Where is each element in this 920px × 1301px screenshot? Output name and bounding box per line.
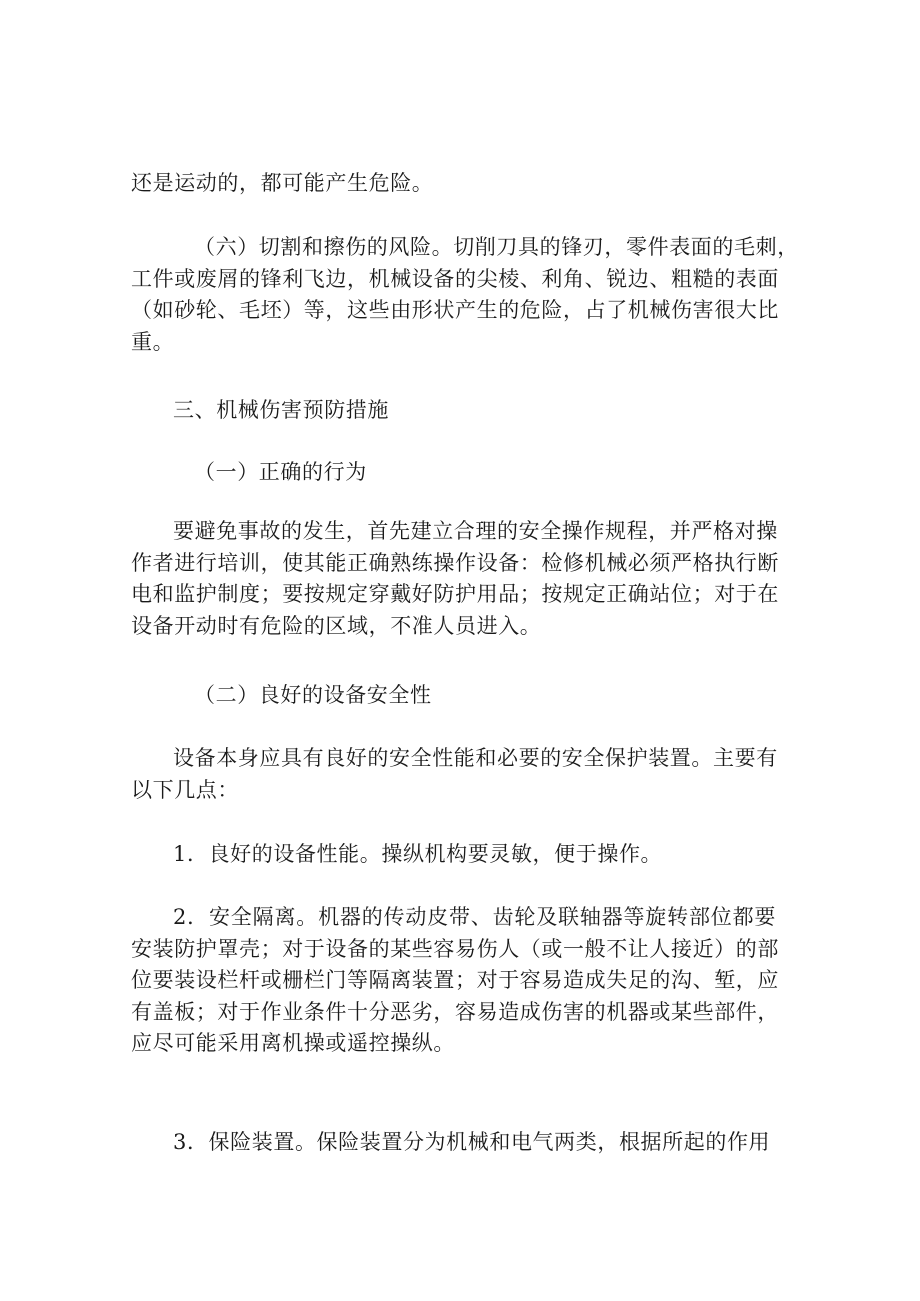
text-line: 工件或废屑的锋利飞边，机械设备的尖棱、利角、锐边、粗糙的表面 [131, 266, 779, 291]
text-line: 有盖板；对于作业条件十分恶劣，容易造成伤害的机器或某些部件， [131, 999, 779, 1024]
text-line: 应尽可能采用离机操或遥控操纵。 [131, 1031, 455, 1055]
text-line: 作者进行培训，使其能正确熟练操作设备：检修机械必须严格执行断 [131, 550, 779, 575]
text-line: 2．安全隔离。机器的传动皮带、齿轮及联轴器等旋转部位都要 [173, 905, 776, 929]
text-line: 以下几点： [131, 777, 239, 802]
text-line: 重。 [131, 329, 175, 354]
heading-text: 三、机械伤害预防措施 [173, 398, 389, 422]
sub-heading-equipment-safety [131, 680, 776, 712]
text-line: 要避免事故的发生，首先建立合理的安全操作规程，并严格对操 [173, 519, 778, 543]
text-line: 位要装设栏杆或栅栏门等隔离装置；对于容易造成失足的沟、堑，应 [131, 968, 779, 992]
text-line: （如砂轮、毛坯）等，这些由形状产生的危险，占了机械伤害很大比 [131, 298, 779, 322]
sub-heading-correct-behavior [131, 457, 776, 489]
text-line: （六）切割和擦伤的风险。切削刀具的锋刃，零件表面的毛刺， [194, 235, 799, 259]
text-line: 电和监护制度；要按规定穿戴好防护用品；按规定正确站位；对于在 [131, 582, 779, 606]
text-line: 设备本身应具有良好的安全性能和必要的安全保护装置。主要有 [173, 746, 778, 770]
list-item-1 [131, 839, 776, 871]
text-line: 3．保险装置。保险装置分为机械和电气两类，根据所起的作用 [173, 1130, 771, 1154]
text-line: 还是运动的，都可能产生危险。 [131, 171, 434, 195]
text-line: 安装防护罩壳；对于设备的某些容易伤人（或一般不让人接近）的部 [131, 936, 779, 961]
paragraph-equipment [131, 743, 776, 806]
list-item-2 [131, 902, 779, 1060]
heading-text: （一）正确的行为 [194, 460, 367, 484]
paragraph-cutting-risk [131, 232, 799, 358]
list-item-3 [131, 1127, 776, 1159]
section-heading [131, 395, 776, 427]
heading-text: （二）良好的设备安全性 [194, 683, 432, 707]
paragraph-behavior [131, 516, 779, 642]
text-line: 设备开动时有危险的区域，不准人员进入。 [131, 613, 542, 638]
paragraph-continuation [131, 168, 776, 200]
text-line: 1．良好的设备性能。操纵机构要灵敏，便于操作。 [173, 842, 663, 866]
